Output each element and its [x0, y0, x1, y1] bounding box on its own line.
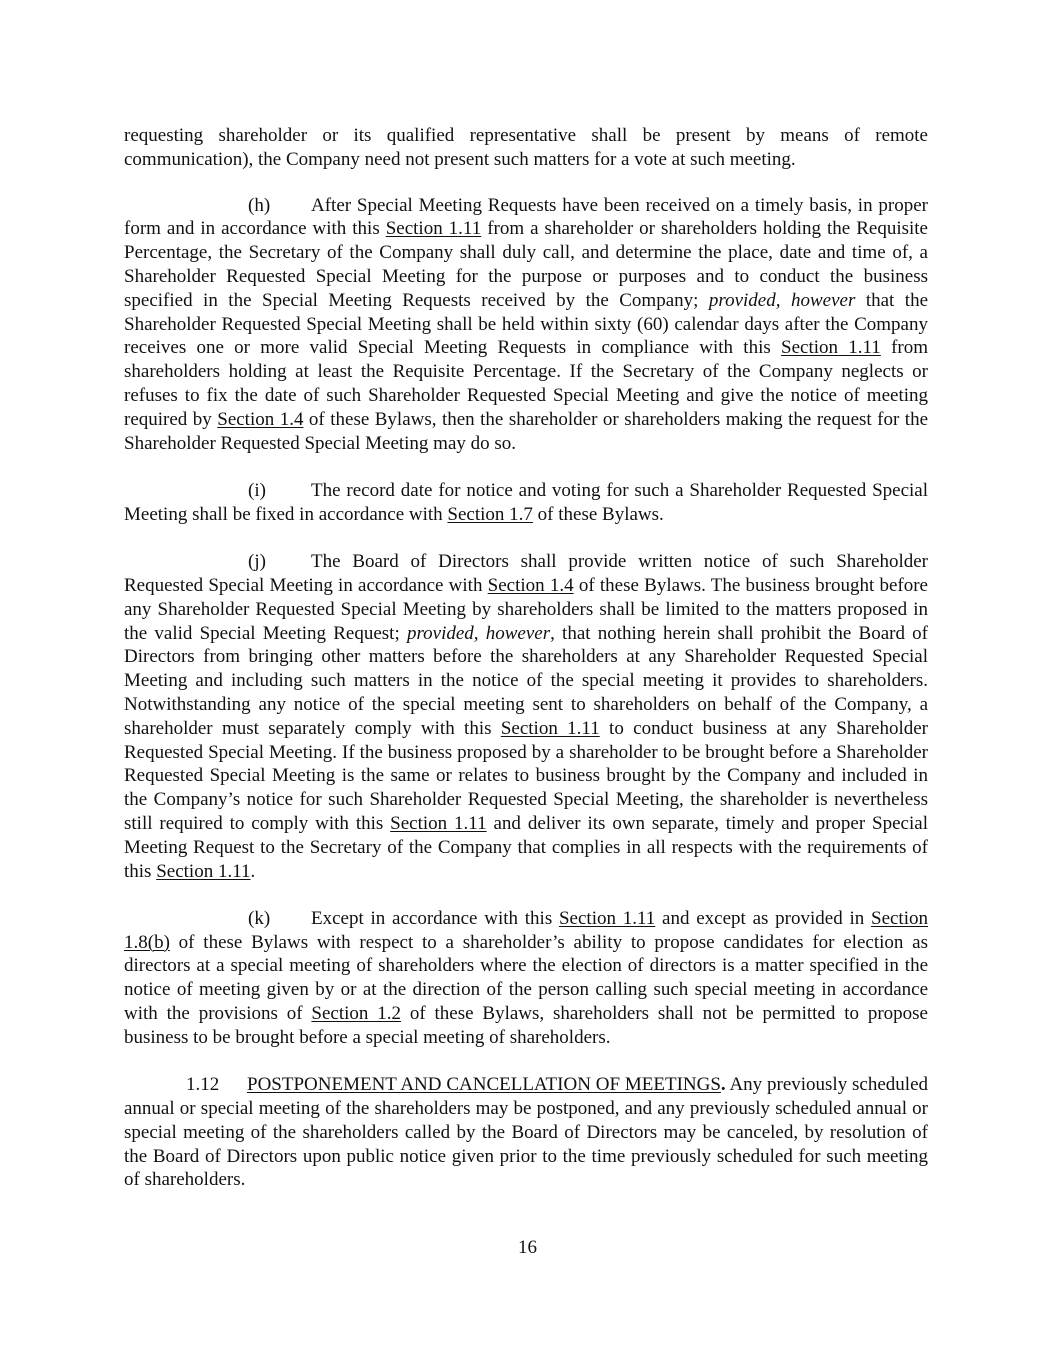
- section-1-2-reference: Section 1.2: [311, 1003, 401, 1025]
- paragraph-h-text-4: from shareholders holding at least the Requisite Percentage. If the Secretary of the Company neglects or refuses to fix the date of such Shareholder Requested Special Meeting and give the notice of meeting required by: [124, 337, 929, 430]
- enumerator-i: (i): [248, 479, 266, 501]
- paragraph-k-text-2: and except as provided in: [655, 907, 871, 929]
- paragraph-k-text-3: of these Bylaws with respect to a shareholder’s ability to propose candidates for election as directors at a special meeting of shareholders where the election of directors is a matter specified in the notice of meeting given by or at the direction of the person calling such special meeting in accordance with the provisions of: [124, 931, 928, 1025]
- section-1-12: [124, 1073, 928, 1192]
- enumerator-h: (h): [248, 194, 271, 216]
- enumerator-k: (k): [248, 907, 271, 929]
- paragraph-j-text-6: .: [250, 860, 256, 882]
- paragraph-h-text-5: of these Bylaws, then the shareholder or shareholders making the request for the Shareholder Requested Special Meeting may do so.: [124, 408, 928, 454]
- provided-however-italic: provided, however: [406, 622, 551, 644]
- section-1-11-reference: Section 1.11: [781, 337, 881, 359]
- paragraph-i: [124, 479, 928, 527]
- paragraph-j-text-3: , that nothing herein shall prohibit the Board of Directors from bringing other matters before the shareholders at any Shareholder Requested Special Meeting and including such matters in the notice of the special meeting it provides to shareholders. Notwithstanding any notice of the special meeting sent to shareholders on behalf of the Company, a shareholder must separately comply with this: [124, 622, 929, 739]
- paragraph-j: [124, 550, 928, 883]
- section-1-11-reference: Section 1.11: [390, 812, 487, 834]
- provided-however-italic: provided, however: [708, 289, 856, 311]
- paragraph-k-text-4: of these Bylaws, shareholders shall not be permitted to propose business to be brought before a special meeting of shareholders.: [124, 1003, 928, 1048]
- section-1-8b-reference: Section 1.8(b): [124, 907, 928, 953]
- paragraph-j-text-5: and deliver its own separate, timely and proper Special Meeting Request to the Secretary of the Company that complies in all respects with the requirements of this: [124, 812, 928, 882]
- section-1-4-reference: Section 1.4: [487, 574, 574, 596]
- section-heading: POSTPONEMENT AND CANCELLATION OF MEETINGS: [247, 1074, 721, 1096]
- enumerator-j: (j): [248, 551, 266, 573]
- section-heading-period: .: [720, 1074, 726, 1096]
- document-page: [124, 124, 928, 1216]
- paragraph-k: [124, 907, 928, 1050]
- paragraph-j-text-4: to conduct business at any Shareholder Requested Special Meeting. If the business proposed by a shareholder to be brought before a Shareholder Requested Special Meeting is the same or relates to business brought by the Company and included in the Company’s notice for such Shareholder Requested Special Meeting, the shareholder is nevertheless still required to comply with this: [124, 717, 929, 834]
- paragraph-continuation-text: requesting shareholder or its qualified representative shall be present by means of remote communication), the Company need not present such matters for a vote at such meeting.: [124, 125, 928, 170]
- paragraph-j-text-2: of these Bylaws. The business brought before any Shareholder Requested Special Meeting by shareholders shall be limited to the matters proposed in the valid Special Meeting Request;: [124, 574, 928, 644]
- paragraph-i-text-2: of these Bylaws.: [532, 503, 664, 525]
- section-1-7-reference: Section 1.7: [447, 503, 533, 525]
- section-1-11-reference: Section 1.11: [500, 717, 600, 739]
- paragraph-j-text-1: The Board of Directors shall provide written notice of such Shareholder Requested Special Meeting in accordance with: [124, 551, 928, 596]
- section-1-11-reference: Section 1.11: [156, 860, 251, 882]
- section-number: 1.12: [186, 1074, 220, 1096]
- section-1-11-reference: Section 1.11: [385, 218, 482, 240]
- paragraph-h-text-1: After Special Meeting Requests have been received on a timely basis, in proper form and in accordance with this: [124, 194, 928, 240]
- paragraph-h-text-3: that the Shareholder Requested Special Meeting shall be held within sixty (60) calendar days after the Company receives one or more valid Special Meeting Requests in compliance with this: [124, 289, 929, 359]
- paragraph-h: [124, 194, 928, 456]
- paragraph-i-text-1: The record date for notice and voting for such a Shareholder Requested Special Meeting shall be fixed in accordance with: [124, 479, 928, 525]
- paragraph-continuation: [124, 124, 928, 172]
- paragraph-h-text-2: from a shareholder or shareholders holding the Requisite Percentage, the Secretary of the Company shall duly call, and determine the place, date and time of, a Shareholder Requested Special Meeting for the purpose or purposes and to conduct the business specified in the Special Meeting Requests received by the Company;: [124, 218, 928, 311]
- paragraph-k-text-1: Except in accordance with this: [311, 907, 559, 929]
- section-1-12-body: Any previously scheduled annual or special meeting of the shareholders may be postponed, and any previously scheduled annual or special meeting of the shareholders called by the Board of Directors may be canceled, by resolution of the Board of Directors upon public notice given prior to the time previously scheduled for such meeting of shareholders.: [124, 1074, 929, 1191]
- section-1-4-reference: Section 1.4: [217, 408, 304, 430]
- page-number: 16: [518, 1237, 537, 1258]
- section-1-11-reference: Section 1.11: [558, 907, 656, 929]
